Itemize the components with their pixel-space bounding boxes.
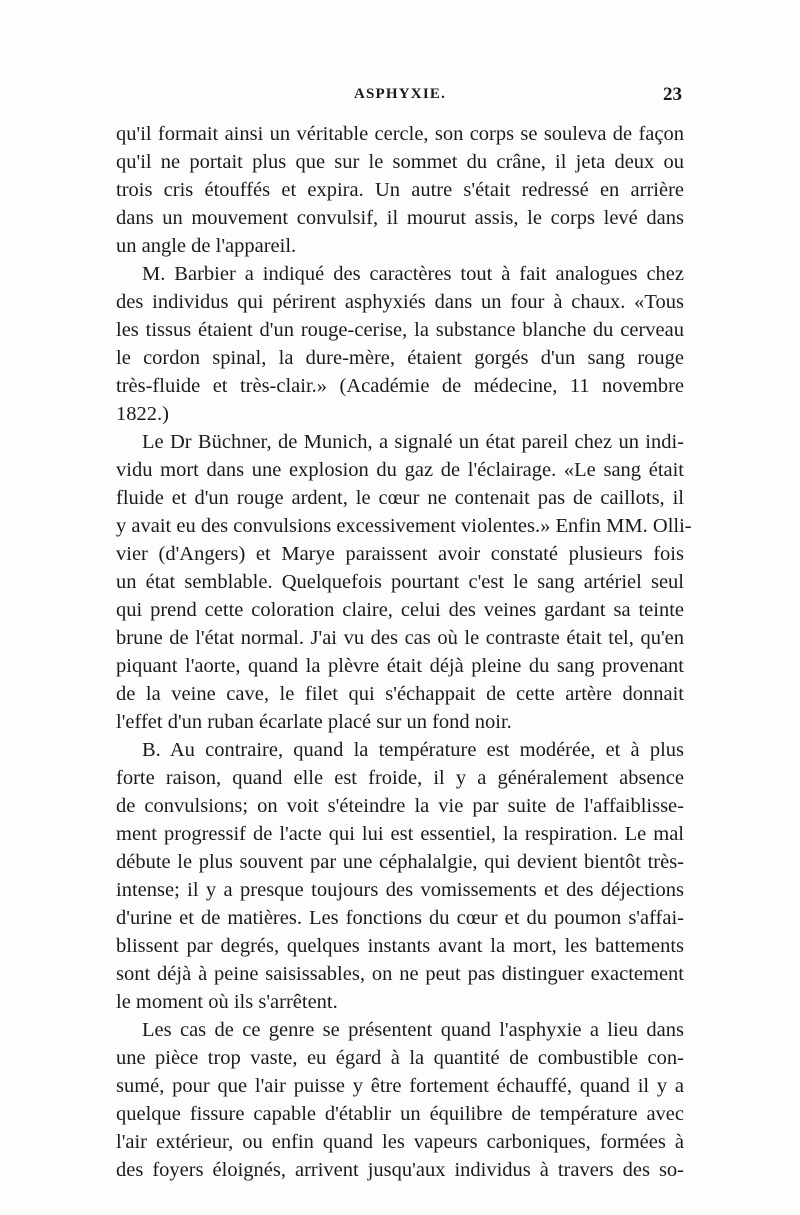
- text-line: débute le plus souvent par une céphalalgie, qui devient bientôt très-: [116, 851, 684, 873]
- text-line: qu'il ne portait plus que sur le sommet du crâne, il jeta deux ou: [116, 151, 684, 173]
- text-line: le cordon spinal, la dure-mère, étaient gorgés d'un sang rouge: [116, 347, 684, 369]
- body-text: [116, 120, 692, 1184]
- text-line: sumé, pour que l'air puisse y être fortement échauffé, quand il y a: [116, 1075, 684, 1097]
- text-line: une pièce trop vaste, eu égard à la quantité de combustible con-: [116, 1047, 684, 1069]
- paragraph-first-line: B. Au contraire, quand la température est modérée, et à plus: [142, 739, 684, 761]
- text-line: dans un mouvement convulsif, il mourut assis, le corps levé dans: [116, 207, 684, 229]
- text-line: des individus qui périrent asphyxiés dans un four à chaux. «Tous: [116, 291, 684, 313]
- text-line: des foyers éloignés, arrivent jusqu'aux individus à travers des so-: [116, 1159, 684, 1181]
- text-line: forte raison, quand elle est froide, il y a généralement absence: [116, 767, 684, 789]
- text-line: l'air extérieur, ou enfin quand les vapeurs carboniques, formées à: [116, 1131, 684, 1153]
- text-line: un angle de l'appareil.: [116, 235, 297, 257]
- text-line: sont déjà à peine saisissables, on ne peut pas distinguer exactement: [116, 963, 684, 985]
- text-line: le moment où ils s'arrêtent.: [116, 991, 338, 1013]
- running-title: ASPHYXIE.: [353, 86, 447, 102]
- text-line: un état semblable. Quelquefois pourtant c'est le sang artériel seul: [116, 571, 684, 593]
- text-line: les tissus étaient d'un rouge-cerise, la substance blanche du cerveau: [116, 319, 684, 341]
- text-line: 1822.): [116, 403, 169, 425]
- text-line: de convulsions; on voit s'éteindre la vie par suite de l'affaiblisse-: [116, 795, 684, 817]
- text-line: intense; il y a presque toujours des vomissements et des déjections: [116, 879, 684, 901]
- paragraph-first-line: M. Barbier a indiqué des caractères tout à fait analogues chez: [142, 263, 684, 285]
- text-line: y avait eu des convulsions excessivement violentes.» Enfin MM. Olli-: [116, 515, 692, 537]
- text-line: vier (d'Angers) et Marye paraissent avoir constaté plusieurs fois: [116, 543, 684, 565]
- running-head: [118, 86, 682, 110]
- paragraph-first-line: Les cas de ce genre se présentent quand l'asphyxie a lieu dans: [142, 1019, 684, 1041]
- text-line: vidu mort dans une explosion du gaz de l'éclairage. «Le sang était: [116, 459, 684, 481]
- text-line: brune de l'état normal. J'ai vu des cas où le contraste était tel, qu'en: [116, 627, 684, 649]
- text-line: très-fluide et très-clair.» (Académie de médecine, 11 novembre: [116, 375, 684, 397]
- text-line: fluide et d'un rouge ardent, le cœur ne contenait pas de caillots, il: [116, 487, 684, 509]
- text-line: de la veine cave, le filet qui s'échappait de cette artère donnait: [116, 683, 684, 705]
- text-line: ment progressif de l'acte qui lui est essentiel, la respiration. Le mal: [116, 823, 684, 845]
- text-line: trois cris étouffés et expira. Un autre s'était redressé en arrière: [116, 179, 684, 201]
- text-line: l'effet d'un ruban écarlate placé sur un fond noir.: [116, 711, 512, 733]
- text-line: d'urine et de matières. Les fonctions du cœur et du poumon s'affai-: [116, 907, 684, 929]
- text-line: piquant l'aorte, quand la plèvre était déjà pleine du sang provenant: [116, 655, 684, 677]
- text-line: qui prend cette coloration claire, celui des veines gardant sa teinte: [116, 599, 684, 621]
- paragraph-first-line: Le Dr Büchner, de Munich, a signalé un état pareil chez un indi-: [142, 431, 684, 453]
- text-line: qu'il formait ainsi un véritable cercle, son corps se souleva de façon: [116, 123, 684, 145]
- text-line: blissent par degrés, quelques instants avant la mort, les battements: [116, 935, 684, 957]
- text-line: quelque fissure capable d'établir un équilibre de température avec: [116, 1103, 684, 1125]
- page-number: 23: [663, 84, 682, 105]
